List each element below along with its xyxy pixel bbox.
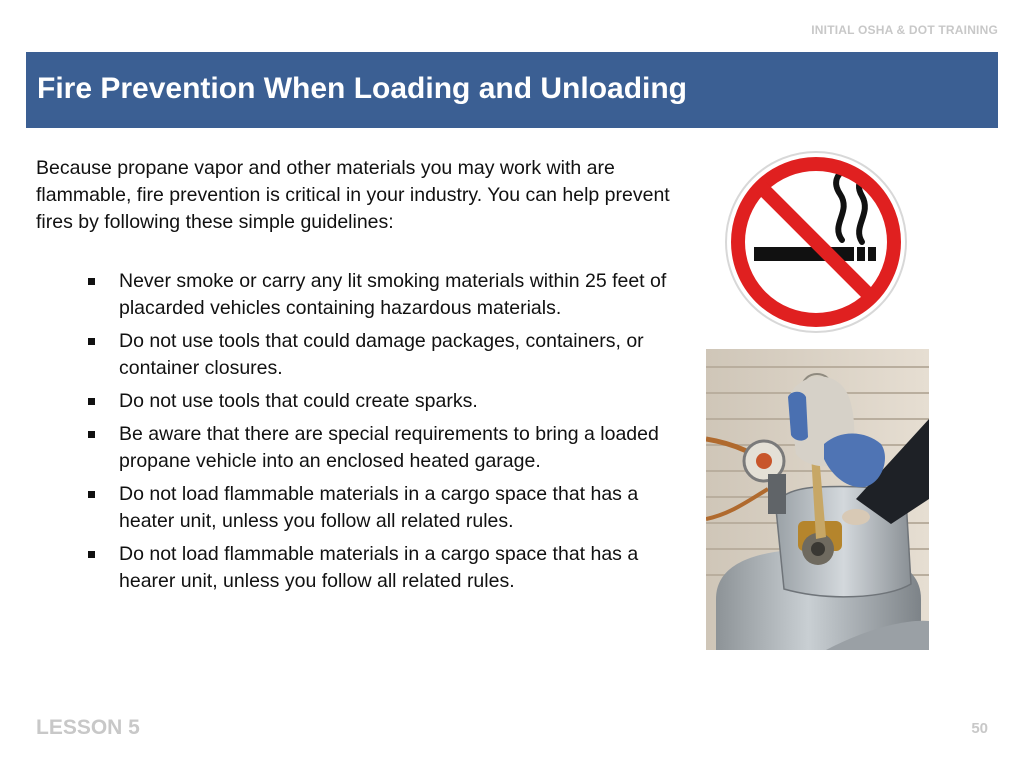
- header-tag: INITIAL OSHA & DOT TRAINING: [811, 23, 998, 37]
- footer-lesson: LESSON 5: [36, 716, 140, 739]
- intro-paragraph: Because propane vapor and other materials you may work with are flammable, fire prevention is critical in your industry. You can help prevent fires by following these simple guidelines:: [36, 157, 670, 233]
- list-item-text: Do not use tools that could create sparks.: [119, 390, 478, 412]
- square-bullet-icon: [88, 431, 95, 438]
- square-bullet-icon: [88, 398, 95, 405]
- list-item: [86, 328, 686, 382]
- list-item: [86, 268, 686, 322]
- page-number: 50: [971, 720, 988, 737]
- list-item-text: Do not load flammable materials in a cargo space that has a hearer unit, unless you follow all related rules.: [119, 543, 639, 592]
- guidelines-list: [86, 268, 686, 601]
- list-item-text: Never smoke or carry any lit smoking materials within 25 feet of placarded vehicles containing hazardous materials.: [119, 270, 667, 319]
- list-item: [86, 421, 686, 475]
- title-bar: [26, 52, 998, 128]
- list-item-text: Be aware that there are special requirements to bring a loaded propane vehicle into an enclosed heated garage.: [119, 423, 659, 472]
- list-item: [86, 388, 686, 415]
- list-item-text: Do not use tools that could damage packages, containers, or container closures.: [119, 330, 644, 379]
- square-bullet-icon: [88, 551, 95, 558]
- slide-title: Fire Prevention When Loading and Unloading: [37, 72, 688, 105]
- list-item-text: Do not load flammable materials in a cargo space that has a heater unit, unless you follow all related rules.: [119, 483, 639, 532]
- square-bullet-icon: [88, 338, 95, 345]
- no-smoking-icon: [724, 150, 908, 334]
- square-bullet-icon: [88, 278, 95, 285]
- list-item: [86, 541, 686, 595]
- square-bullet-icon: [88, 491, 95, 498]
- propane-tank-photo: [706, 349, 929, 650]
- list-item: [86, 481, 686, 535]
